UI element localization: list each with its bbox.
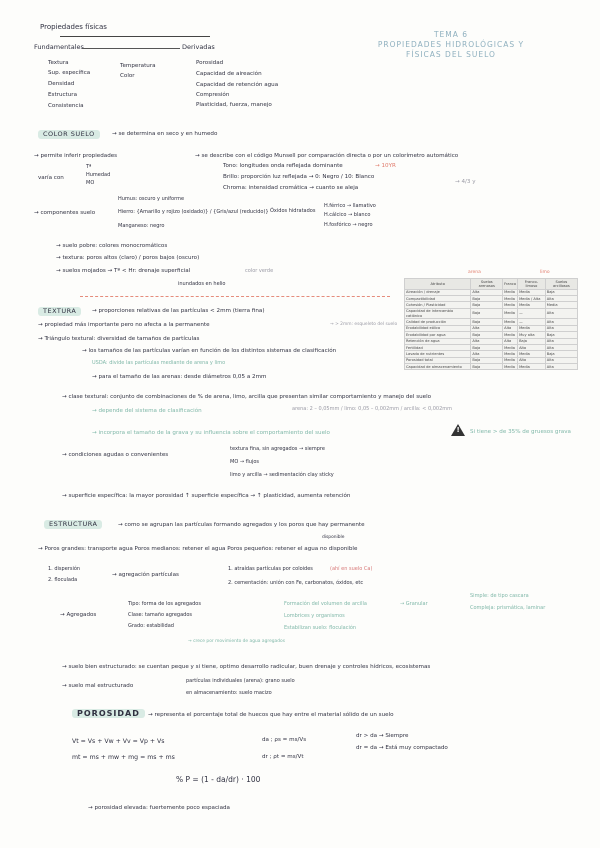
table-header: Suelos arenosos	[471, 279, 503, 290]
table-cell: Alta	[545, 338, 577, 344]
cond-item: limo y arcilla → sedimentación clay sticky	[230, 472, 334, 478]
table-row	[405, 364, 578, 370]
estructura-poros: → Poros grandes: transporte agua Poros medianos: retener el agua Poros pequeños: retener el agua no disponible	[38, 546, 358, 552]
agreg-item: Grado: estabilidad	[128, 623, 174, 629]
hydro-item: H.férrico → llamativo	[324, 203, 376, 209]
table-cell: —	[518, 308, 546, 319]
page-title	[356, 30, 546, 60]
atraidas-note: (ahí en suelo Ca)	[330, 566, 373, 572]
table-cell: Capacidad de intercambio catiónico	[405, 308, 471, 319]
textura-l7: → incorpora el tamaño de la grava y su influencia sobre el comportamiento del suelo	[92, 430, 330, 436]
table-header: Atributo	[405, 279, 471, 290]
table-header: Franco-limoso	[518, 279, 546, 290]
table-cell: Media	[503, 302, 518, 308]
table-header: Suelos arcillosos	[545, 279, 577, 290]
textura-l6b: arena: 2 – 0,05mm / limo: 0,05 – 0,002mm / arcilla: < 0,002mm	[292, 406, 452, 412]
varia-item: Humedad	[86, 172, 111, 178]
mal-item: en almacenamiento: suelo macizo	[186, 690, 272, 696]
textura-l1: → propiedad más importante pero no afecta a la permanente	[38, 322, 210, 328]
deriv-item: Porosidad	[196, 60, 224, 66]
table-cell: Cohesión / Plasticidad	[405, 302, 471, 308]
table-cell: Media	[503, 319, 518, 325]
table-cell: Baja	[518, 338, 546, 344]
varia-item: MO	[86, 180, 95, 186]
hydro-item: H.cálcico → blanco	[324, 212, 371, 218]
table-cell: Muy alta	[518, 332, 546, 338]
color-l1: → permite inferir propiedades	[34, 153, 118, 159]
table-cell: Baja	[471, 302, 503, 308]
hydro-item: H.fosfórico → negro	[324, 222, 373, 228]
table-cell: Baja	[471, 344, 503, 350]
table-cell: Baja	[471, 332, 503, 338]
color-brillo: Brillo: proporción luz reflejada → 0: Negro / 10: Blanco	[223, 174, 375, 180]
table-cell: Alta	[545, 344, 577, 350]
cmp2: dr = da → Está muy compactado	[356, 745, 448, 751]
cond-item: textura fina, sin agregados → siempre	[230, 446, 325, 452]
suelo-pobre: → suelo pobre: colores monocromáticos	[56, 243, 168, 249]
agreg-item: Clase: tamaño agregados	[128, 612, 193, 618]
table-label-right: limo	[540, 270, 550, 275]
table-cell: Porosidad total	[405, 357, 471, 363]
cond-item: MO → flujos	[230, 459, 259, 465]
color-def: → se determina en seco y en humedo	[112, 131, 218, 137]
table-cell: Media	[518, 289, 546, 295]
fund-item: Estructura	[48, 92, 78, 98]
hydro-heading: Óxidos hidratados	[270, 208, 316, 214]
fund-item2: Temperatura	[120, 63, 156, 69]
fund-item: Densidad	[48, 81, 75, 87]
mal-item: partículas individuales (arena): grano suelo	[186, 678, 295, 684]
table-cell: Media	[503, 357, 518, 363]
table-cell: Compactibilidad	[405, 295, 471, 301]
derivadas-heading: Derivadas	[182, 43, 215, 51]
table-cell: —	[518, 319, 546, 325]
table-cell: Alta	[545, 295, 577, 301]
table-cell: Alta	[545, 308, 577, 319]
table-cell: Alta	[503, 325, 518, 331]
table-cell: Alta	[545, 325, 577, 331]
agreg-r5: Simple: de tipo cascara	[470, 593, 529, 599]
table-cell: Media	[503, 344, 518, 350]
estructura-def: → como se agrupan las partículas formando agregados y los poros que hay permanente	[118, 522, 365, 528]
varia-item: Tª	[86, 164, 92, 170]
fund-item2: Color	[120, 73, 135, 79]
table-cell: Aireación / drenaje	[405, 289, 471, 295]
table-cell: Media	[518, 302, 546, 308]
agreg-item: Tipo: forma de los agregados	[128, 601, 201, 607]
title-line: PROPIEDADES HIDROLÓGICAS Y	[377, 40, 525, 49]
table-cell: Alta	[471, 338, 503, 344]
eq-volumen: Vt = Vs + Vw + Vv = Vp + Vs	[72, 738, 165, 745]
table-cell: Media	[503, 289, 518, 295]
fund-item: Sup. específica	[48, 70, 91, 76]
textura-l7b: Si tiene > de 35% de gruesos grava	[470, 429, 571, 435]
color-verde: color verde	[245, 268, 274, 274]
table-cell: Media	[503, 308, 518, 319]
agregacion: → agregación partículas	[112, 572, 179, 578]
table-header-row	[405, 279, 578, 290]
table-cell: Media	[545, 302, 577, 308]
porosidad-bottom: → porosidad elevada: fuertemente poco espaciada	[88, 805, 230, 811]
table-cell: Alta	[545, 319, 577, 325]
table-cell: Erodabilidad eólica	[405, 325, 471, 331]
textura-heading: TEXTURA	[38, 307, 81, 316]
agreg-r3: Estabilizan suelo: floculación	[284, 625, 357, 631]
textura-def-note: → > 2mm: esqueleto del suelo	[330, 322, 398, 327]
agregados: → Agregados	[60, 612, 97, 618]
fund-item: Textura	[48, 60, 69, 66]
porosidad-def: → representa el porcentaje total de huecos que hay entre el material sólido de un suelo	[148, 712, 394, 718]
warning-icon	[451, 424, 465, 436]
atraidas: 1. atraídas partículas por coloides	[228, 566, 313, 572]
componentes: → componentes suelo	[34, 210, 96, 216]
propiedades-fisicas: Propiedades físicas	[40, 23, 107, 31]
porosidad-heading: POROSIDAD	[72, 709, 145, 718]
tree-line	[60, 36, 210, 37]
table-cell: Media	[503, 351, 518, 357]
table-cell: Erodabilidad por agua	[405, 332, 471, 338]
humus: Humus: oscuro y uniforme	[118, 196, 185, 202]
table-cell: Media	[518, 351, 546, 357]
fundamentales-heading: Fundamentales	[34, 43, 84, 51]
table-cell: Calidad de producción	[405, 319, 471, 325]
texture-table	[404, 278, 578, 370]
manganeso: Manganeso: negro	[118, 223, 165, 229]
table-cell: Media	[503, 295, 518, 301]
title-line: TEMA 6	[433, 30, 469, 39]
table-cell: Baja	[545, 351, 577, 357]
color-heading: COLOR SUELO	[38, 130, 100, 139]
table-row	[405, 308, 578, 319]
table-cell: Media	[518, 325, 546, 331]
agreg-note: → crece por movimiento de agua agregados	[188, 639, 286, 644]
tree-link	[82, 48, 180, 49]
color-brillo-val: → 4/3 y	[455, 179, 476, 185]
table-cell: Media	[503, 332, 518, 338]
textura-l5: → clase textural: conjunto de combinaciones de % de arena, limo, arcilla que presentan similar comportamiento y manejo del suelo	[62, 394, 432, 400]
dispersion: 1. dispersión	[48, 566, 81, 572]
eq-da: da ; ρs = ms/Vs	[262, 737, 307, 743]
textura-l4: → para el tamaño de las arenas: desde diámetros 0,05 a 2mm	[92, 374, 267, 380]
suelos-mojados: → suelos mojados → Tª < Hr: drenaje superficial	[56, 268, 191, 274]
table-label-left: arena	[468, 270, 481, 275]
textura-l6: → depende del sistema de clasificación	[92, 408, 202, 414]
color-chroma: Chroma: intensidad cromática → cuanto se aleja	[223, 185, 359, 191]
table-cell: Alta	[545, 364, 577, 370]
deriv-item: Compresión	[196, 92, 230, 98]
table-cell: Retención de agua	[405, 338, 471, 344]
table-cell: Alta	[518, 344, 546, 350]
table-cell: Baja	[545, 289, 577, 295]
table-cell: Baja	[471, 364, 503, 370]
table-cell: Alta	[503, 338, 518, 344]
table-cell: Capacidad de almacenamiento	[405, 364, 471, 370]
varia-con: varía con	[38, 175, 64, 181]
table-cell: Baja	[471, 308, 503, 319]
table-cell: Alta	[518, 357, 546, 363]
inundados: inundados en helio	[178, 281, 226, 287]
eq-dr: dr ; ρt = ms/Vt	[262, 754, 304, 760]
cmp1: dr > da → Siempre	[356, 733, 409, 739]
bien-estructurado: → suelo bien estructurado: se cuentan peque y si tiene, optimo desarrollo radicular, buen drenaje y controles hídricos, ecosistemas	[62, 664, 431, 670]
hierro: Hierro: {Amarillo y rojizo (oxidado)} / {Gris/azul (reducido)}	[118, 209, 269, 215]
textura-color: → textura: poros altos (claro) / poros bajos (oscuro)	[56, 255, 200, 261]
textura-def: → proporciones relativas de las partículas < 2mm (tierra fina)	[92, 308, 265, 314]
color-tono-val: → 10YR	[375, 163, 396, 169]
agreg-r4: → Granular	[400, 601, 428, 607]
table-cell: Media	[503, 364, 518, 370]
agreg-r2: Lombrices y organismos	[284, 613, 345, 619]
table-cell: Alta	[545, 357, 577, 363]
table-cell: Baja	[471, 319, 503, 325]
textura-l2: → Triángulo textural: diversidad de tamaños de partículas	[38, 336, 200, 342]
table-cell: Baja	[471, 357, 503, 363]
table-cell: Alta	[471, 325, 503, 331]
title-line: FÍSICAS DEL SUELO	[406, 50, 496, 59]
textura-l3: → los tamaños de las partículas varían en función de los distintos sistemas de clasificación	[82, 348, 337, 354]
superficie-especifica: → superficie específica: la mayor porosidad ↑ superficie específica → ↑ plasticidad, aumenta retención	[62, 493, 351, 499]
textura-l3b: USDA: divide las partículas mediante de arena y limo	[92, 360, 226, 366]
table-cell: Fertilidad	[405, 344, 471, 350]
table-cell: Lavado de nutrientes	[405, 351, 471, 357]
color-l1b: → se describe con el código Munsell por comparación directa o por un colorímetro automático	[195, 153, 459, 159]
cementacion: 2. cementación: unión con Fe, carbonatos, óxidos, etc	[228, 580, 364, 586]
mal-estructurado: → suelo mal estructurado	[62, 683, 134, 689]
estructura-def-note: disponible	[322, 535, 345, 540]
textura-dash	[80, 296, 390, 297]
condiciones: → condiciones agudas o convenientes	[62, 452, 169, 458]
floculada: 2. floculada	[48, 577, 78, 583]
deriv-item: Plasticidad, fuerza, manejo	[196, 102, 272, 108]
table-cell: Media	[518, 364, 546, 370]
fund-item: Consistencia	[48, 103, 84, 109]
deriv-item: Capacidad de retención agua	[196, 82, 279, 88]
table-cell: Alta	[471, 351, 503, 357]
table-cell: Media / Alta	[518, 295, 546, 301]
table-cell: Baja	[545, 332, 577, 338]
table-header: Franco	[503, 279, 518, 290]
eq-masa: mt = ms + mw + mg = ms + ms	[72, 754, 175, 761]
agreg-r1: Formación del volumen de arcilla	[284, 601, 367, 607]
color-tono: Tono: longitudes onda reflejada dominante	[223, 163, 343, 169]
deriv-item: Capacidad de aireación	[196, 71, 262, 77]
porosidad-formula: % P = (1 - da/dr) · 100	[176, 775, 261, 784]
agreg-r6: Compleja: prismática, laminar	[470, 605, 546, 611]
estructura-heading: ESTRUCTURA	[44, 520, 102, 529]
table-cell: Alta	[471, 289, 503, 295]
table-cell: Baja	[471, 295, 503, 301]
